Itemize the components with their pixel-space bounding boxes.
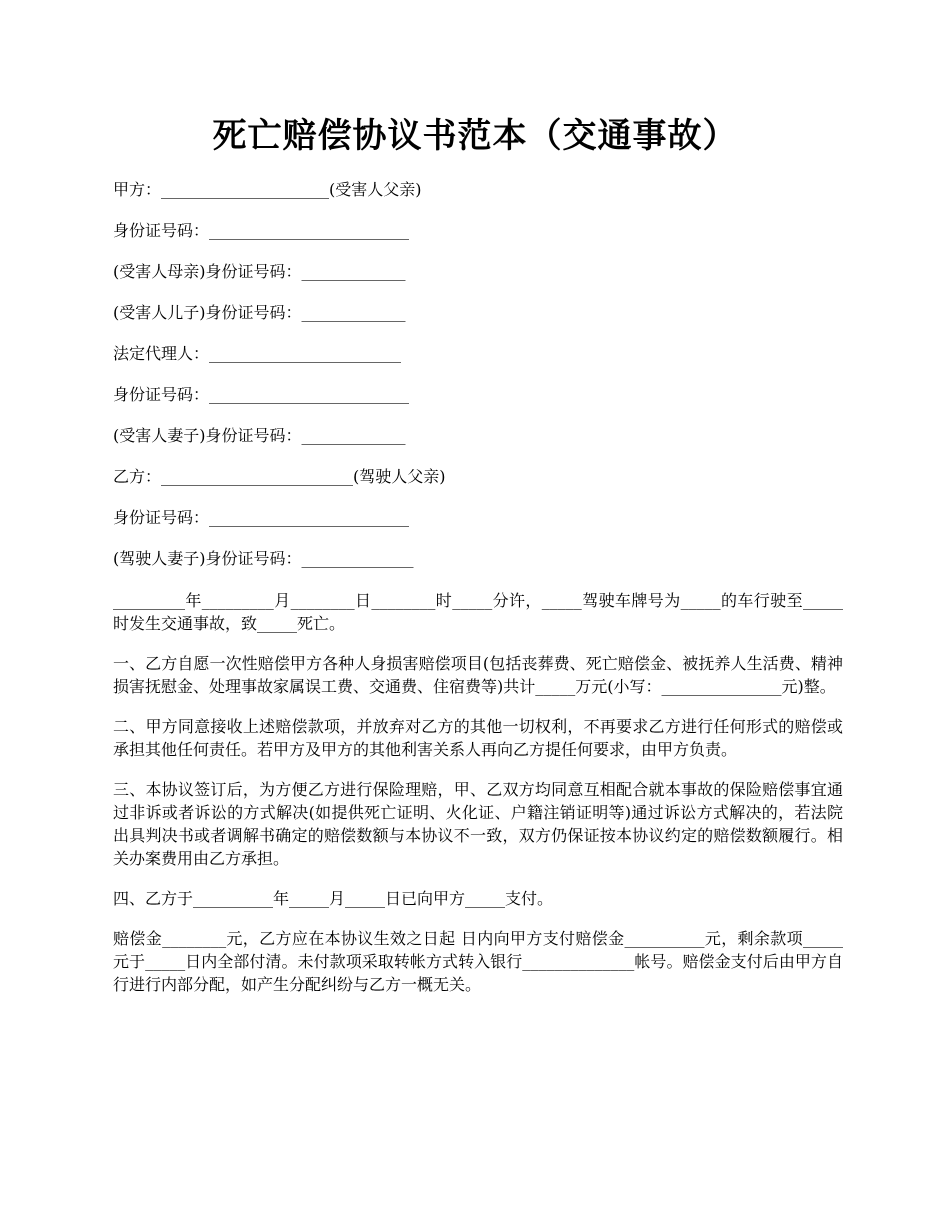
party-a-line: 甲方：_____________________(受害人父亲) — [113, 180, 422, 199]
legal-agent-line: 法定代理人：________________________ — [113, 344, 402, 363]
clause-4: 四、乙方于__________年_____月_____日已向甲方_____支付。 — [113, 889, 554, 908]
clause-1: 一、乙方自愿一次性赔偿甲方各种人身损害赔偿项目(包括丧葬费、死亡赔偿金、被抚养人生活费、精神损害抚慰金、处理事故家属误工费、交通费、住宿费等)共计_____万元(小写：_______________元)整。 — [113, 654, 843, 696]
legal-agent-id-line: 身份证号码：_________________________ — [113, 385, 410, 404]
document-title: 死亡赔偿协议书范本（交通事故） — [212, 116, 738, 156]
payment-terms: 赔偿金________元，乙方应在本协议生效之日起 日内向甲方支付赔偿金__________元，剩余款项_____元于_____日内全部付清。未付款项采取转帐方式转入银行______________帐号。赔偿金支付后由甲方自行进行内部分配，如产生分配纠纷与乙方一概无关。 — [113, 929, 843, 994]
party-b-line: 乙方：________________________(驾驶人父亲) — [113, 467, 446, 486]
party-b-id-line: 身份证号码：_________________________ — [113, 508, 410, 527]
victim-wife-id-line: (受害人妻子)身份证号码：_____________ — [113, 426, 406, 445]
victim-mother-id-line: (受害人母亲)身份证号码：_____________ — [113, 262, 406, 281]
clause-3: 三、本协议签订后，为方便乙方进行保险理赔，甲、乙双方均同意互相配合就本事故的保险赔偿事宜通过非诉或者诉讼的方式解决(如提供死亡证明、火化证、户籍注销证明等)通过诉讼方式解决的，若法院出具判决书或者调解书确定的赔偿数额与本协议不一致，双方仍保证按本协议约定的赔偿数额履行。相关办案费用由乙方承担。 — [113, 780, 843, 868]
document-body — [113, 178, 843, 996]
victim-son-id-line: (受害人儿子)身份证号码：_____________ — [113, 303, 406, 322]
clause-2: 二、甲方同意接收上述赔偿款项，并放弃对乙方的其他一切权利，不再要求乙方进行任何形式的赔偿或承担其他任何责任。若甲方及甲方的其他利害关系人再向乙方提任何要求，由甲方负责。 — [113, 717, 843, 759]
accident-description: _________年_________月________日________时_____分许，_____驾驶车牌号为_____的车行驶至_____时发生交通事故，致_____死亡。 — [113, 591, 843, 633]
party-a-id-line: 身份证号码：_________________________ — [113, 221, 410, 240]
driver-wife-id-line: (驾驶人妻子)身份证号码：______________ — [113, 549, 414, 568]
